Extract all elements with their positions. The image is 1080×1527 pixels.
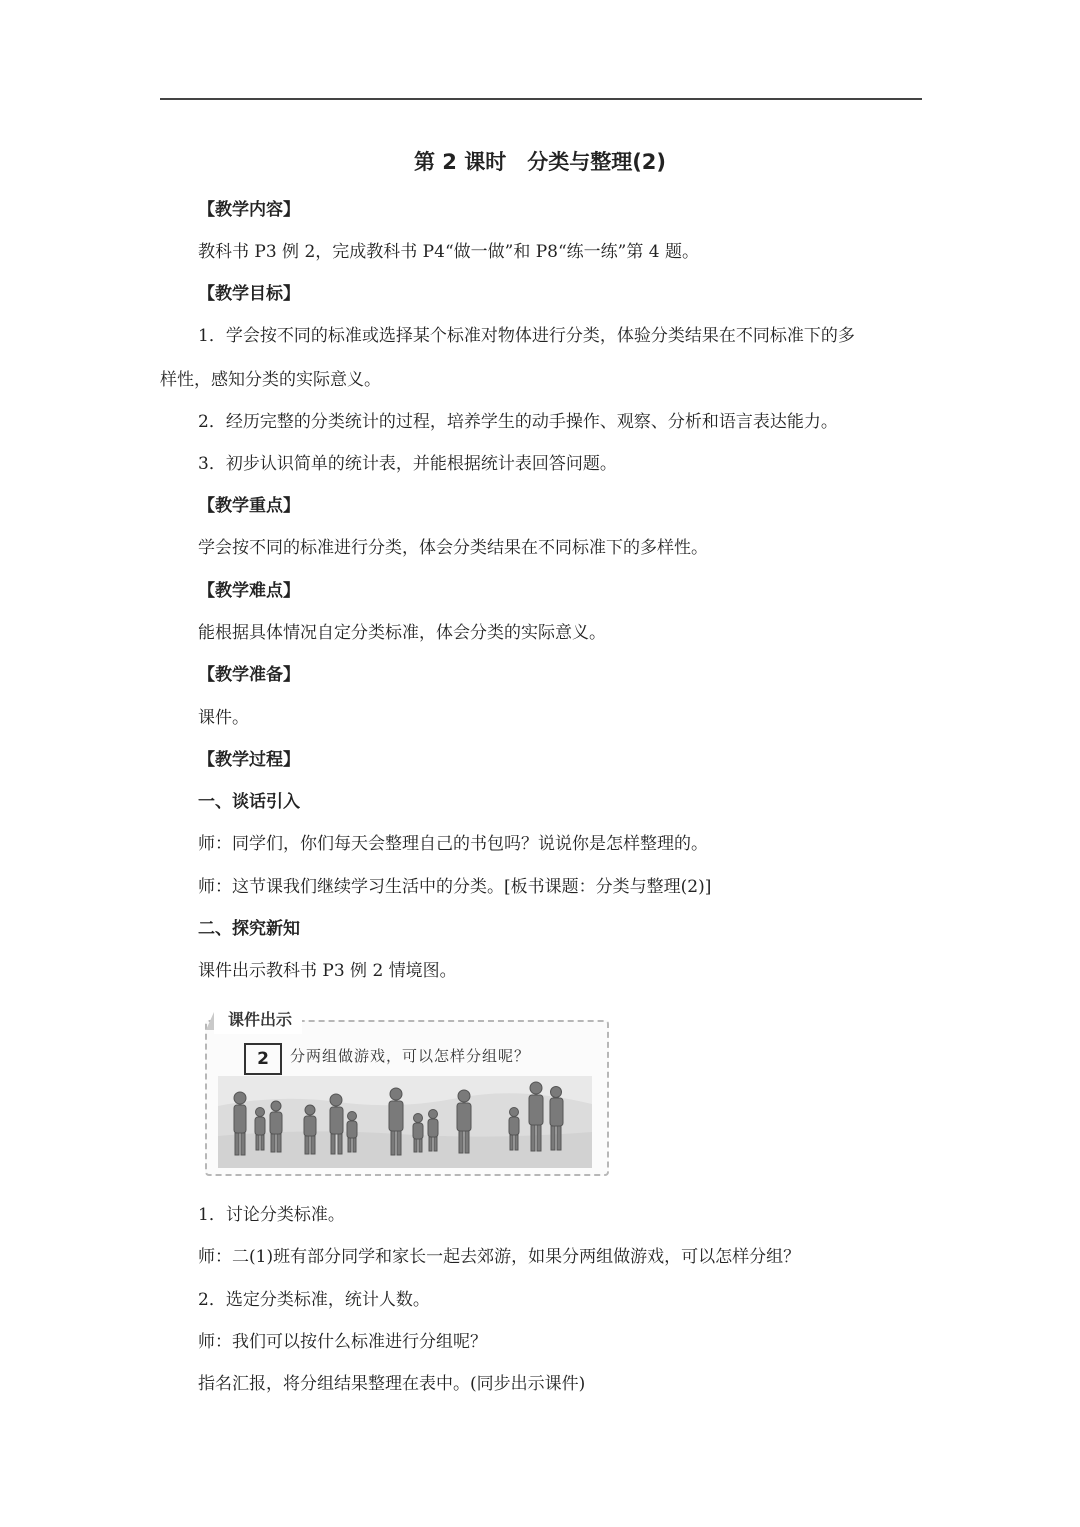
goal-1-line-2: 样性，感知分类的实际意义。 [160,370,381,390]
goal-2: 2．经历完整的分类统计的过程，培养学生的动手操作、观察、分析和语言表达能力。 [198,412,838,432]
difficulty-text: 能根据具体情况自定分类标准，体会分类的实际意义。 [198,623,606,643]
prep-heading: 【教学准备】 [198,665,300,685]
tab-corner-decoration [206,1012,214,1030]
part-1-line-1: 师：同学们，你们每天会整理自己的书包吗？说说你是怎样整理的。 [198,834,708,854]
step-1: 1．讨论分类标准。 [198,1205,345,1225]
example-number-box: 2 [244,1043,282,1075]
part-2-heading: 二、探究新知 [198,919,300,939]
part-1-line-2: 师：这节课我们继续学习生活中的分类。[板书课题：分类与整理(2)] [198,877,712,897]
part-1-heading: 一、谈话引入 [198,792,300,812]
difficulty-heading: 【教学难点】 [198,581,300,601]
courseware-tab [214,1006,302,1034]
step-1-text: 师：二(1)班有部分同学和家长一起去郊游，如果分两组做游戏，可以怎样分组？ [198,1247,801,1267]
key-text: 学会按不同的标准进行分类，体会分类结果在不同标准下的多样性。 [198,538,708,558]
key-heading: 【教学重点】 [198,496,300,516]
part-2-intro: 课件出示教科书 P3 例 2 情境图。 [198,961,457,981]
goal-1-line-1: 1．学会按不同的标准或选择某个标准对物体进行分类，体验分类结果在不同标准下的多 [198,326,855,346]
content-text: 教科书 P3 例 2，完成教科书 P4“做一做”和 P8“练一练”第 4 题。 [198,242,699,262]
courseware-tab-label: 课件出示 [228,1010,293,1029]
goal-3: 3．初步认识简单的统计表，并能根据统计表回答问题。 [198,454,617,474]
step-2-text-2: 指名汇报，将分组结果整理在表中。(同步出示课件) [198,1374,586,1394]
outing-scene-illustration [218,1076,592,1168]
page-title: 第 2 课时 分类与整理(2) [413,150,667,174]
process-heading: 【教学过程】 [198,750,300,770]
content-heading: 【教学内容】 [198,200,300,220]
step-2: 2．选定分类标准，统计人数。 [198,1290,430,1310]
goals-heading: 【教学目标】 [198,284,300,304]
prep-text: 课件。 [198,708,249,728]
step-2-text-1: 师：我们可以按什么标准进行分组呢？ [198,1332,487,1352]
header-rule [160,98,922,100]
example-question: 分两组做游戏，可以怎样分组呢？ [290,1047,531,1065]
